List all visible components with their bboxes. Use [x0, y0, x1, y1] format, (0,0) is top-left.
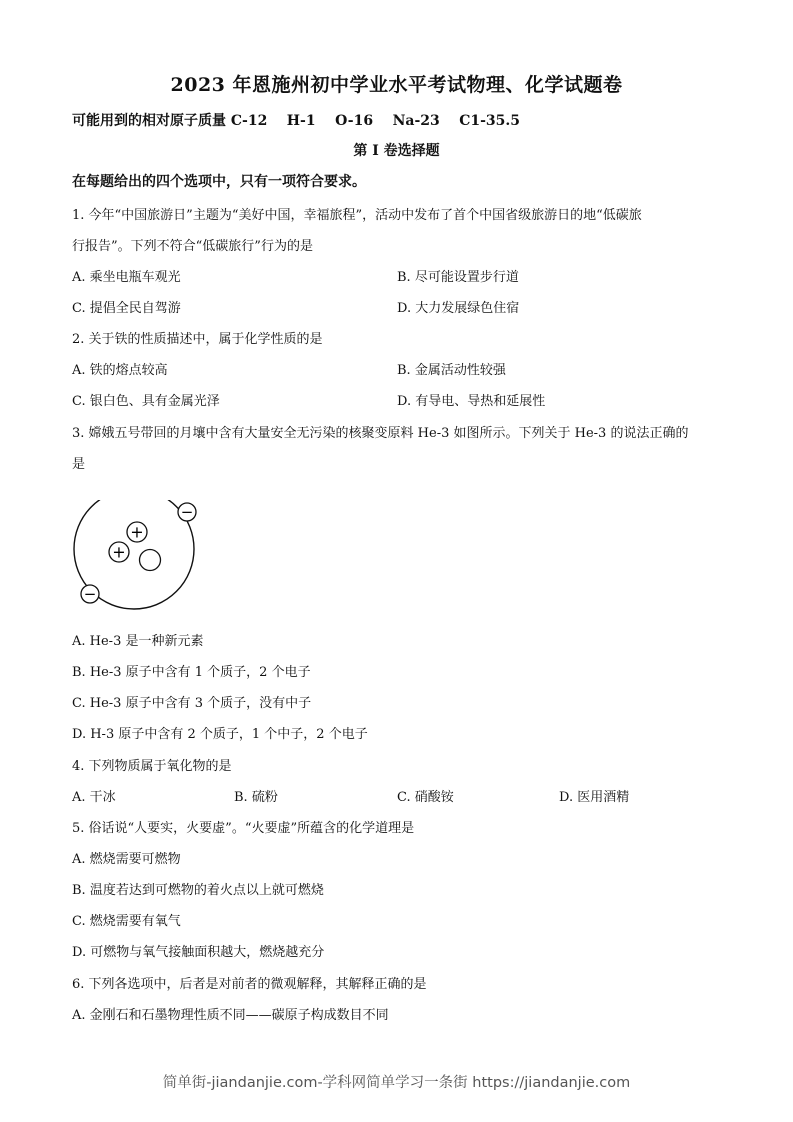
q5-option-c: C. 燃烧需要有氧气	[72, 914, 181, 929]
neutron	[140, 550, 161, 571]
q3-option-a: A. He-3 是一种新元素	[72, 634, 204, 649]
q1-option-d: D. 大力发展绿色住宿	[397, 301, 520, 316]
q3-option-d: D. H-3 原子中含有 2 个质子，1 个中子，2 个电子	[72, 727, 368, 742]
q4-option-b: B. 硫粉	[234, 790, 278, 805]
q3-option-b: B. He-3 原子中含有 1 个质子，2 个电子	[72, 665, 311, 680]
q1-option-c: C. 提倡全民自驾游	[72, 301, 181, 316]
q6-option-a: A. 金刚石和石墨物理性质不同——碳原子构成数目不同	[72, 1008, 389, 1023]
svg-text:−: −	[83, 585, 97, 603]
q2-option-c: C. 银白色、具有金属光泽	[72, 394, 220, 409]
page-title: 2023 年恩施州初中学业水平考试物理、化学试题卷	[170, 74, 623, 96]
svg-text:+: +	[112, 542, 126, 562]
q2-option-a: A. 铁的熔点较高	[72, 363, 168, 378]
instruction-text: 在每题给出的四个选项中，只有一项符合要求。	[72, 174, 366, 190]
q5-stem: 5. 俗话说“人要实，火要虚”。“火要虚”所蕴含的化学道理是	[72, 821, 415, 836]
q1-stem-line2: 行报告”。下列不符合“低碳旅行”行为的是	[72, 239, 313, 254]
q4-option-a: A. 干冰	[72, 790, 116, 805]
atomic-masses-line: 可能用到的相对原子质量 C-12 H-1 O-16 Na-23 C1-35.5	[72, 113, 521, 129]
svg-text:+: +	[130, 522, 144, 542]
q6-stem: 6. 下列各选项中，后者是对前者的微观解释，其解释正确的是	[72, 977, 427, 992]
q2-option-b: B. 金属活动性较强	[397, 363, 506, 378]
q3-option-c: C. He-3 原子中含有 3 个质子，没有中子	[72, 696, 312, 711]
q5-option-a: A. 燃烧需要可燃物	[72, 852, 181, 867]
electron-2	[81, 585, 99, 603]
q4-option-d: D. 医用酒精	[559, 790, 630, 805]
q4-option-c: C. 硝酸铵	[397, 790, 454, 805]
q3-stem-line2: 是	[72, 457, 86, 472]
q1-option-b: B. 尽可能设置步行道	[397, 270, 519, 285]
svg-text:−: −	[180, 503, 194, 521]
q2-option-d: D. 有导电、导热和延展性	[397, 394, 546, 409]
footer-watermark: 简单街-jiandanjie.com-学科网简单学习一条街 https://jiandanjie.com	[162, 1075, 631, 1091]
electron-1	[178, 503, 196, 521]
q2-stem: 2. 关于铁的性质描述中，属于化学性质的是	[72, 332, 323, 347]
proton-2	[109, 542, 129, 562]
q1-stem-line1: 1. 今年“中国旅游日”主题为“美好中国，幸福旅程”，活动中发布了首个中国省级旅游日的地“低碳旅	[72, 208, 642, 223]
q3-stem-line1: 3. 嫦娥五号带回的月壤中含有大量安全无污染的核聚变原料 He-3 如图所示。下列关于 He-3 的说法正确的	[72, 426, 689, 441]
q4-stem: 4. 下列物质属于氧化物的是	[72, 759, 232, 774]
helium3-atom-diagram	[70, 500, 210, 610]
section-title: 第 I 卷选择题	[353, 143, 440, 159]
proton-1	[127, 522, 147, 542]
q5-option-b: B. 温度若达到可燃物的着火点以上就可燃烧	[72, 883, 324, 898]
q5-option-d: D. 可燃物与氧气接触面积越大，燃烧越充分	[72, 945, 325, 960]
q1-option-a: A. 乘坐电瓶车观光	[72, 270, 181, 285]
